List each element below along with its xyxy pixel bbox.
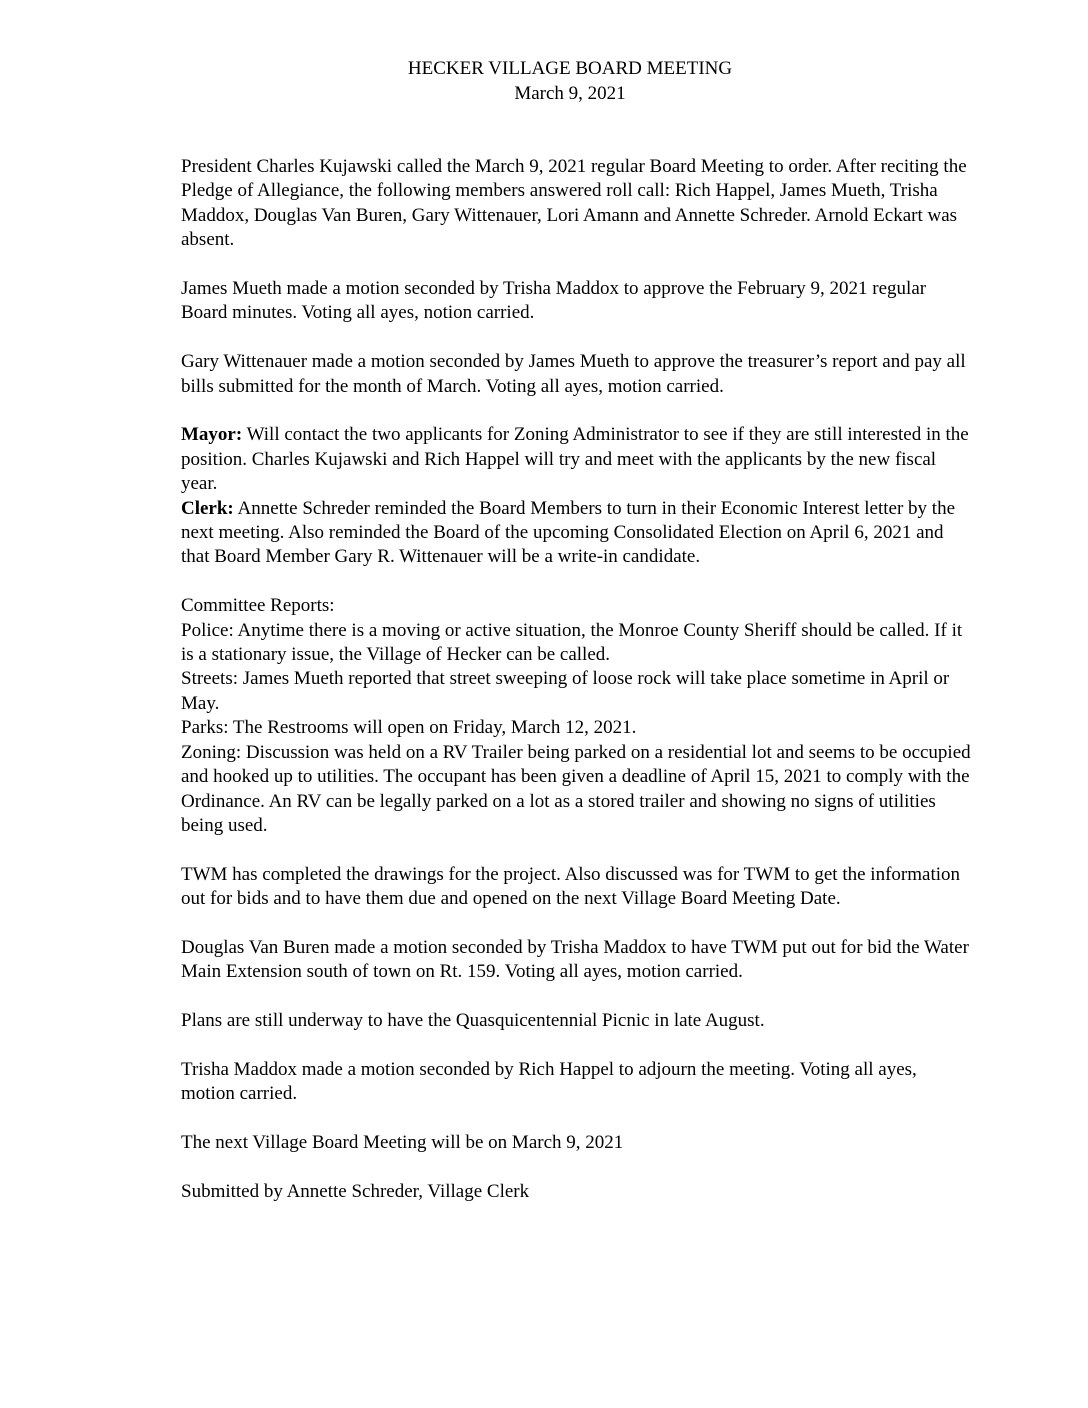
meeting-date: March 9, 2021 [514,83,626,104]
treasurer-report-paragraph: Gary Wittenauer made a motion seconded by James Mueth to approve the treasurer’s report and pay all bills submitted for the month of March. Voting all ayes, motion carried. [181,351,966,397]
parks-report: Parks: The Restrooms will open on Friday, March 12, 2021. [181,717,637,739]
submitted-by-paragraph: Submitted by Annette Schreder, Village Clerk [181,1180,530,1202]
roll-call-paragraph: President Charles Kujawski called the March 9, 2021 regular Board Meeting to order. After reciting the Pledge of Allegiance, the following members answered roll call: Rich Happel, James Mueth, Trisha Maddox, Douglas Van Buren, Gary Wittenauer, Lori Amann and Annette Schreder. Arnold Eckart was absent. [181,156,967,251]
document-title: HECKER VILLAGE BOARD MEETING [407,58,733,79]
clerk-label: Clerk: [181,497,234,519]
police-report: Police: Anytime there is a moving or active situation, the Monroe County Sheriff should be called. If it is a stationary issue, the Village of Hecker can be called. [181,619,963,666]
water-main-motion-paragraph: Douglas Van Buren made a motion seconded by Trisha Maddox to have TWM put out for bid the Water Main Extension south of town on Rt. 159. Voting all ayes, motion carried. [181,936,969,983]
streets-report: Streets: James Mueth reported that street sweeping of loose rock will take place sometime in April or May. [181,668,950,714]
picnic-paragraph: Plans are still underway to have the Quasquicentennial Picnic in late August. [181,1010,765,1032]
twm-paragraph: TWM has completed the drawings for the project. Also discussed was for TWM to get the information out for bids and to have them due and opened on the next Village Board Meeting Date. [181,863,960,910]
clerk-report [181,497,971,570]
minutes-approval-paragraph: James Mueth made a motion seconded by Trisha Maddox to approve the February 9, 2021 regular Board minutes. Voting all ayes, notion carried. [181,278,927,324]
mayor-report [181,423,971,496]
next-meeting-paragraph: The next Village Board Meeting will be on March 9, 2021 [181,1132,624,1154]
committee-reports-heading: Committee Reports: [181,595,335,617]
adjourn-paragraph: Trisha Maddox made a motion seconded by Rich Happel to adjourn the meeting. Voting all ayes, motion carried. [181,1058,917,1105]
clerk-text: Annette Schreder reminded the Board Members to turn in their Economic Interest letter by the next meeting. Also reminded the Board of the upcoming Consolidated Election on April 6, 2021 and that Board Member Gary R. Wittenauer will be a write-in candidate. [181,497,956,568]
minutes-body [181,155,971,1204]
mayor-text: Will contact the two applicants for Zoning Administrator to see if they are still interested in the position. Charles Kujawski and Rich Happel will try and meet with the applicants by the new fiscal year. [181,424,969,495]
document-header [0,56,1088,106]
zoning-report: Zoning: Discussion was held on a RV Trailer being parked on a residential lot and seems to be occupied and hooked up to utilities. The occupant has been given a deadline of April 15, 2021 to comply with the Ordinance. An RV can be legally parked on a lot as a stored trailer and showing no signs of utilities being used. [181,741,971,836]
mayor-label: Mayor: [181,424,243,446]
